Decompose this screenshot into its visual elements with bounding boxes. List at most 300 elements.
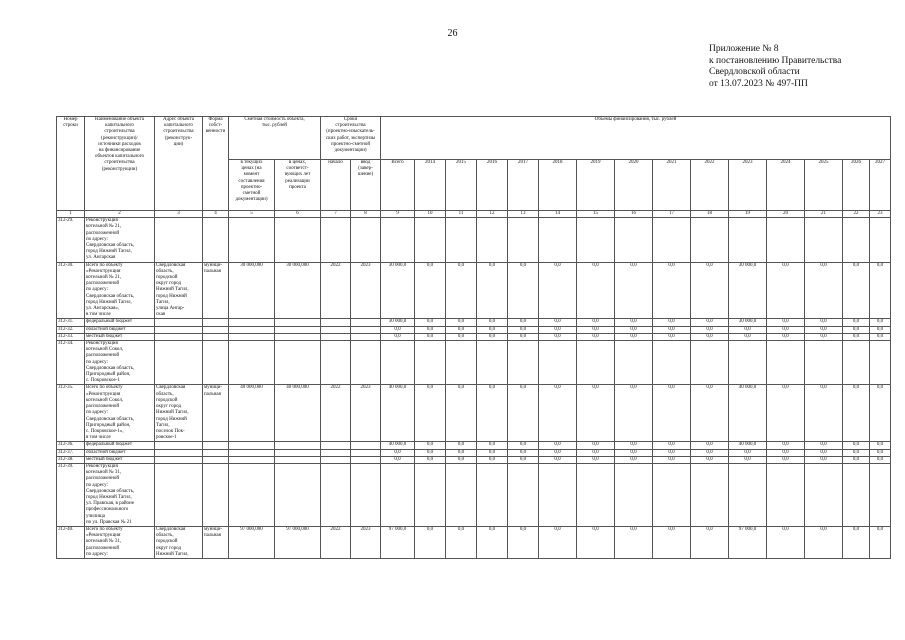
- row-total: 0,0: [381, 456, 415, 463]
- empty-cell: [275, 456, 321, 463]
- row-year-value: 0,0: [539, 385, 577, 442]
- row-year-value: 0,0: [477, 456, 508, 463]
- row-year-value: 0,0: [446, 385, 477, 442]
- row-year-value: 0,0: [615, 449, 653, 456]
- empty-cell: [321, 456, 351, 463]
- row-year-value: 0,0: [691, 326, 729, 333]
- row-year-value: 0,0: [870, 442, 891, 449]
- row-year-value: 0,0: [870, 456, 891, 463]
- row-year-value: 0,0: [508, 456, 539, 463]
- row-year-value: 0,0: [805, 449, 843, 456]
- row-year-value: 0,0: [415, 333, 446, 340]
- row-year-value: 0,0: [539, 526, 577, 558]
- empty-cell: [203, 442, 229, 449]
- row-year-value: 0,0: [415, 449, 446, 456]
- row-year-value: 0,0: [805, 262, 843, 319]
- empty-cell: [321, 326, 351, 333]
- financing-table: [56, 116, 891, 559]
- row-year-value: 40 000,0: [729, 385, 767, 442]
- row-year-value: 0,0: [805, 526, 843, 558]
- column-number: 19: [729, 211, 767, 218]
- row-year-value: 0,0: [767, 385, 805, 442]
- column-number: 21: [805, 211, 843, 218]
- empty-cell: [805, 218, 843, 262]
- row-year-value: 0,0: [446, 526, 477, 558]
- table-row: [57, 526, 891, 558]
- column-number: 14: [539, 211, 577, 218]
- row-total: 40 000,0: [381, 442, 415, 449]
- empty-cell: [275, 442, 321, 449]
- row-year-value: 0,0: [539, 326, 577, 333]
- row-year-value: 0,0: [767, 333, 805, 340]
- empty-cell: [577, 341, 615, 385]
- row-number: 312-36.: [57, 442, 85, 449]
- empty-cell: [203, 218, 229, 262]
- row-year-value: 0,0: [653, 526, 691, 558]
- appendix-line: к постановлению Правительства: [709, 55, 842, 66]
- empty-cell: [615, 218, 653, 262]
- row-year-value: 0,0: [843, 326, 870, 333]
- empty-cell: [351, 456, 381, 463]
- empty-cell: [477, 218, 508, 262]
- header-year: 2018: [539, 160, 577, 211]
- appendix-line: Приложение № 8: [709, 44, 779, 54]
- empty-cell: [539, 463, 577, 526]
- row-number: 312-32.: [57, 326, 85, 333]
- row-number: 312-33.: [57, 333, 85, 340]
- empty-cell: [577, 218, 615, 262]
- column-number: 3: [155, 211, 203, 218]
- row-year-value: 0,0: [653, 333, 691, 340]
- row-name: Реконструкция котельной № 21, расположенной по адресу: Свердловская область, город Нижний Тагил, ул. Ангарская: [85, 218, 155, 262]
- empty-cell: [351, 319, 381, 326]
- empty-cell: [229, 449, 275, 456]
- empty-cell: [615, 463, 653, 526]
- column-number: 18: [691, 211, 729, 218]
- empty-cell: [577, 463, 615, 526]
- column-number: 15: [577, 211, 615, 218]
- empty-cell: [843, 341, 870, 385]
- row-year-value: 0,0: [508, 442, 539, 449]
- empty-cell: [321, 463, 351, 526]
- empty-cell: [229, 218, 275, 262]
- row-year-value: 0,0: [653, 319, 691, 326]
- row-year-value: 0,0: [767, 326, 805, 333]
- table-row: [57, 442, 891, 449]
- row-year-value: 0,0: [508, 449, 539, 456]
- row-year-value: 0,0: [653, 385, 691, 442]
- header-year: 2020: [615, 160, 653, 211]
- row-year-value: 0,0: [577, 333, 615, 340]
- row-year-value: 0,0: [577, 456, 615, 463]
- column-number: 1: [57, 211, 85, 218]
- empty-cell: [321, 319, 351, 326]
- row-cost-current: 97 000,000: [229, 526, 275, 558]
- empty-cell: [229, 463, 275, 526]
- empty-cell: [615, 341, 653, 385]
- row-year-value: 0,0: [477, 262, 508, 319]
- column-number: 13: [508, 211, 539, 218]
- row-start: 2022: [321, 526, 351, 558]
- row-year-value: 0,0: [691, 385, 729, 442]
- row-year-value: 0,0: [446, 262, 477, 319]
- header-start: начало: [321, 160, 351, 211]
- row-year-value: 0,0: [653, 442, 691, 449]
- row-start: 2022: [321, 262, 351, 319]
- row-year-value: 0,0: [843, 442, 870, 449]
- appendix-line: Свердловской области: [709, 67, 800, 78]
- row-year-value: 0,0: [843, 456, 870, 463]
- header-year: 2017: [508, 160, 539, 211]
- row-year-value: 0,0: [729, 456, 767, 463]
- column-number: 2: [85, 211, 155, 218]
- empty-cell: [275, 463, 321, 526]
- column-number: 12: [477, 211, 508, 218]
- empty-cell: [155, 333, 203, 340]
- empty-cell: [351, 463, 381, 526]
- column-number: 10: [415, 211, 446, 218]
- row-name: Всего по объекту «Реконструкция котельной № 21, расположенной по адресу: Свердловская область, город Нижний Тагил, ул. Ангарская», в том числе: [85, 262, 155, 319]
- empty-cell: [805, 463, 843, 526]
- row-number: 312-40.: [57, 526, 85, 558]
- header-total: Всего: [381, 160, 415, 211]
- row-number: 312-34.: [57, 341, 85, 385]
- empty-cell: [381, 463, 415, 526]
- row-name: областной бюджет: [85, 449, 155, 456]
- row-year-value: 0,0: [477, 385, 508, 442]
- row-year-value: 0,0: [477, 442, 508, 449]
- empty-cell: [229, 319, 275, 326]
- empty-cell: [203, 456, 229, 463]
- row-year-value: 0,0: [767, 262, 805, 319]
- row-year-value: 0,0: [415, 262, 446, 319]
- row-year-value: 0,0: [691, 456, 729, 463]
- row-year-value: 0,0: [843, 385, 870, 442]
- empty-cell: [155, 218, 203, 262]
- row-start: 2022: [321, 385, 351, 442]
- empty-cell: [767, 463, 805, 526]
- empty-cell: [805, 341, 843, 385]
- row-year-value: 0,0: [691, 262, 729, 319]
- row-name: Реконструкция котельной № 31, расположенной по адресу: Свердловская область, город Нижний Тагил, ул. Правская, в районе профессионального училища по ул. Правская № 21: [85, 463, 155, 526]
- header-year: 2026: [843, 160, 870, 211]
- row-year-value: 0,0: [615, 333, 653, 340]
- row-year-value: 0,0: [615, 526, 653, 558]
- header-estimated-cost: Сметная стоимость объекта, тыс. рублей: [229, 117, 321, 160]
- row-ownership: муници- пальная: [203, 262, 229, 319]
- empty-cell: [155, 341, 203, 385]
- empty-cell: [275, 333, 321, 340]
- row-year-value: 0,0: [843, 319, 870, 326]
- empty-cell: [446, 463, 477, 526]
- empty-cell: [843, 463, 870, 526]
- header-year: 2023: [729, 160, 767, 211]
- row-cost-forecast: 30 000,000: [275, 262, 321, 319]
- column-number-row: [57, 211, 891, 218]
- row-year-value: 0,0: [843, 449, 870, 456]
- column-number: 20: [767, 211, 805, 218]
- empty-cell: [415, 341, 446, 385]
- empty-cell: [275, 449, 321, 456]
- row-year-value: 0,0: [653, 449, 691, 456]
- row-number: 312-37.: [57, 449, 85, 456]
- empty-cell: [508, 341, 539, 385]
- row-year-value: 0,0: [843, 262, 870, 319]
- row-number: 312-38.: [57, 456, 85, 463]
- row-year-value: 0,0: [577, 326, 615, 333]
- row-year-value: 30 000,0: [729, 262, 767, 319]
- row-end: 2023: [351, 385, 381, 442]
- row-year-value: 0,0: [415, 385, 446, 442]
- empty-cell: [275, 326, 321, 333]
- empty-cell: [351, 341, 381, 385]
- header-year: 2014: [415, 160, 446, 211]
- empty-cell: [843, 218, 870, 262]
- row-cost-forecast: 40 000,000: [275, 385, 321, 442]
- row-year-value: 0,0: [767, 442, 805, 449]
- row-cost-current: 40 000,000: [229, 385, 275, 442]
- row-year-value: 0,0: [870, 326, 891, 333]
- column-number: 5: [229, 211, 275, 218]
- row-name: федеральный бюджет: [85, 442, 155, 449]
- table-row: [57, 385, 891, 442]
- empty-cell: [870, 341, 891, 385]
- header-year: 2021: [653, 160, 691, 211]
- row-year-value: 0,0: [477, 319, 508, 326]
- column-number: 4: [203, 211, 229, 218]
- column-number: 16: [615, 211, 653, 218]
- empty-cell: [321, 442, 351, 449]
- row-year-value: 0,0: [446, 442, 477, 449]
- empty-cell: [203, 326, 229, 333]
- row-year-value: 0,0: [870, 385, 891, 442]
- empty-cell: [155, 442, 203, 449]
- page-number: 26: [447, 28, 458, 39]
- row-year-value: 0,0: [805, 333, 843, 340]
- row-address: Свердловская область, городской округ город Нижний Тагил, город Нижний Тагил, улица Ангар- ская: [155, 262, 203, 319]
- header-cost-forecast: в ценах, соответст- вующих лет реализации проекта: [275, 160, 321, 211]
- row-total: 0,0: [381, 449, 415, 456]
- row-total: 0,0: [381, 326, 415, 333]
- header-year: 2024: [767, 160, 805, 211]
- row-year-value: 0,0: [539, 319, 577, 326]
- row-year-value: 30 000,0: [729, 319, 767, 326]
- empty-cell: [203, 319, 229, 326]
- row-year-value: 0,0: [870, 526, 891, 558]
- empty-cell: [415, 218, 446, 262]
- header-address: Адрес объекта капитального строительства (реконструк- ции): [155, 117, 203, 211]
- header-end: ввод (завер- шение): [351, 160, 381, 211]
- empty-cell: [729, 463, 767, 526]
- empty-cell: [321, 449, 351, 456]
- table-row: [57, 326, 891, 333]
- header-year: 2015: [446, 160, 477, 211]
- row-year-value: 0,0: [415, 456, 446, 463]
- empty-cell: [321, 341, 351, 385]
- row-year-value: 0,0: [446, 319, 477, 326]
- row-year-value: 0,0: [691, 526, 729, 558]
- column-number: 22: [843, 211, 870, 218]
- column-number: 6: [275, 211, 321, 218]
- empty-cell: [229, 333, 275, 340]
- empty-cell: [203, 449, 229, 456]
- empty-cell: [477, 341, 508, 385]
- row-year-value: 0,0: [615, 262, 653, 319]
- header-ownership: Форма собст- венности: [203, 117, 229, 211]
- row-year-value: 0,0: [477, 526, 508, 558]
- header-financing: Объемы финансирования, тыс. рублей: [381, 117, 891, 160]
- row-end: 2023: [351, 262, 381, 319]
- row-name: Всего по объекту «Реконструкция котельной № 31, расположенной по адресу:: [85, 526, 155, 558]
- row-number: 312-39.: [57, 463, 85, 526]
- empty-cell: [229, 341, 275, 385]
- row-year-value: 0,0: [539, 456, 577, 463]
- row-year-value: 0,0: [767, 526, 805, 558]
- empty-cell: [155, 319, 203, 326]
- empty-cell: [870, 218, 891, 262]
- empty-cell: [275, 218, 321, 262]
- table-row: [57, 262, 891, 319]
- table-row: [57, 449, 891, 456]
- empty-cell: [767, 341, 805, 385]
- row-year-value: 0,0: [508, 526, 539, 558]
- empty-cell: [275, 341, 321, 385]
- row-year-value: 0,0: [653, 456, 691, 463]
- row-year-value: 0,0: [577, 449, 615, 456]
- row-number: 312-30.: [57, 262, 85, 319]
- row-year-value: 0,0: [508, 385, 539, 442]
- row-cost-current: 30 000,000: [229, 262, 275, 319]
- column-number: 11: [446, 211, 477, 218]
- row-year-value: 0,0: [508, 262, 539, 319]
- row-year-value: 0,0: [477, 333, 508, 340]
- row-address: Свердловская область, городской округ город Нижний Тагил, город Нижний Тагил, поселок Пок- ровское-1: [155, 385, 203, 442]
- empty-cell: [155, 463, 203, 526]
- row-year-value: 0,0: [729, 449, 767, 456]
- row-number: 312-31.: [57, 319, 85, 326]
- row-year-value: 0,0: [415, 442, 446, 449]
- row-year-value: 0,0: [805, 319, 843, 326]
- row-end: 2023: [351, 526, 381, 558]
- appendix-block: [709, 44, 841, 90]
- empty-cell: [691, 218, 729, 262]
- row-year-value: 0,0: [539, 442, 577, 449]
- row-year-value: 0,0: [767, 319, 805, 326]
- empty-cell: [653, 463, 691, 526]
- row-year-value: 0,0: [539, 333, 577, 340]
- column-number: 9: [381, 211, 415, 218]
- empty-cell: [381, 218, 415, 262]
- row-year-value: 0,0: [843, 526, 870, 558]
- empty-cell: [729, 341, 767, 385]
- appendix-line: от 13.07.2023 № 497-ПП: [709, 78, 808, 89]
- row-ownership: муници- пальная: [203, 385, 229, 442]
- empty-cell: [539, 341, 577, 385]
- header-terms: Сроки строительства (проектно-изыскатель- ских работ, экспертизы проектно-сметной документации): [321, 117, 381, 160]
- empty-cell: [275, 319, 321, 326]
- row-year-value: 0,0: [691, 333, 729, 340]
- row-year-value: 0,0: [870, 319, 891, 326]
- empty-cell: [155, 456, 203, 463]
- row-cost-forecast: 97 000,000: [275, 526, 321, 558]
- row-year-value: 0,0: [805, 326, 843, 333]
- row-year-value: 0,0: [870, 333, 891, 340]
- empty-cell: [477, 463, 508, 526]
- row-year-value: 0,0: [653, 262, 691, 319]
- table-body: [57, 211, 891, 559]
- empty-cell: [446, 218, 477, 262]
- row-year-value: 0,0: [577, 262, 615, 319]
- row-total: 30 000,0: [381, 319, 415, 326]
- empty-cell: [539, 218, 577, 262]
- header-year: 2022: [691, 160, 729, 211]
- row-year-value: 0,0: [539, 449, 577, 456]
- row-year-value: 0,0: [767, 456, 805, 463]
- row-year-value: 0,0: [870, 449, 891, 456]
- table-row: [57, 463, 891, 526]
- row-year-value: 0,0: [508, 333, 539, 340]
- row-name: местный бюджет: [85, 333, 155, 340]
- row-name: местный бюджет: [85, 456, 155, 463]
- row-total: 0,0: [381, 333, 415, 340]
- row-year-value: 0,0: [805, 442, 843, 449]
- empty-cell: [351, 449, 381, 456]
- row-year-value: 0,0: [729, 326, 767, 333]
- empty-cell: [508, 218, 539, 262]
- empty-cell: [415, 463, 446, 526]
- row-total: 30 000,0: [381, 262, 415, 319]
- row-year-value: 0,0: [870, 262, 891, 319]
- row-year-value: 0,0: [446, 456, 477, 463]
- row-year-value: 0,0: [446, 449, 477, 456]
- empty-cell: [446, 341, 477, 385]
- empty-cell: [381, 341, 415, 385]
- empty-cell: [870, 463, 891, 526]
- empty-cell: [351, 333, 381, 340]
- row-year-value: 0,0: [805, 456, 843, 463]
- empty-cell: [691, 463, 729, 526]
- row-name: Всего по объекту «Реконструкция котельной Сокол, расположенной по адресу: Свердловская область, Пригородный район, с. Покровское-1», в том числе: [85, 385, 155, 442]
- table-row: [57, 319, 891, 326]
- row-year-value: 0,0: [615, 385, 653, 442]
- row-year-value: 0,0: [577, 319, 615, 326]
- empty-cell: [351, 326, 381, 333]
- row-year-value: 0,0: [615, 456, 653, 463]
- row-year-value: 0,0: [477, 449, 508, 456]
- row-year-value: 0,0: [805, 385, 843, 442]
- row-number: 312-29.: [57, 218, 85, 262]
- column-number: 23: [870, 211, 891, 218]
- row-number: 312-35.: [57, 385, 85, 442]
- row-year-value: 0,0: [415, 526, 446, 558]
- column-number: 8: [351, 211, 381, 218]
- row-name: федеральный бюджет: [85, 319, 155, 326]
- row-year-value: 0,0: [615, 442, 653, 449]
- empty-cell: [203, 463, 229, 526]
- row-year-value: 0,0: [691, 449, 729, 456]
- row-year-value: 0,0: [577, 385, 615, 442]
- header-object-name: Наименование объекта капитального строительства (реконструкции)/ источники расходов на финансирование объектов капитального строительства (реконструкции): [85, 117, 155, 211]
- row-year-value: 0,0: [508, 326, 539, 333]
- row-year-value: 0,0: [415, 319, 446, 326]
- table-row: [57, 341, 891, 385]
- row-year-value: 0,0: [615, 326, 653, 333]
- row-name: областной бюджет: [85, 326, 155, 333]
- row-year-value: 0,0: [477, 326, 508, 333]
- empty-cell: [155, 449, 203, 456]
- column-number: 17: [653, 211, 691, 218]
- empty-cell: [321, 218, 351, 262]
